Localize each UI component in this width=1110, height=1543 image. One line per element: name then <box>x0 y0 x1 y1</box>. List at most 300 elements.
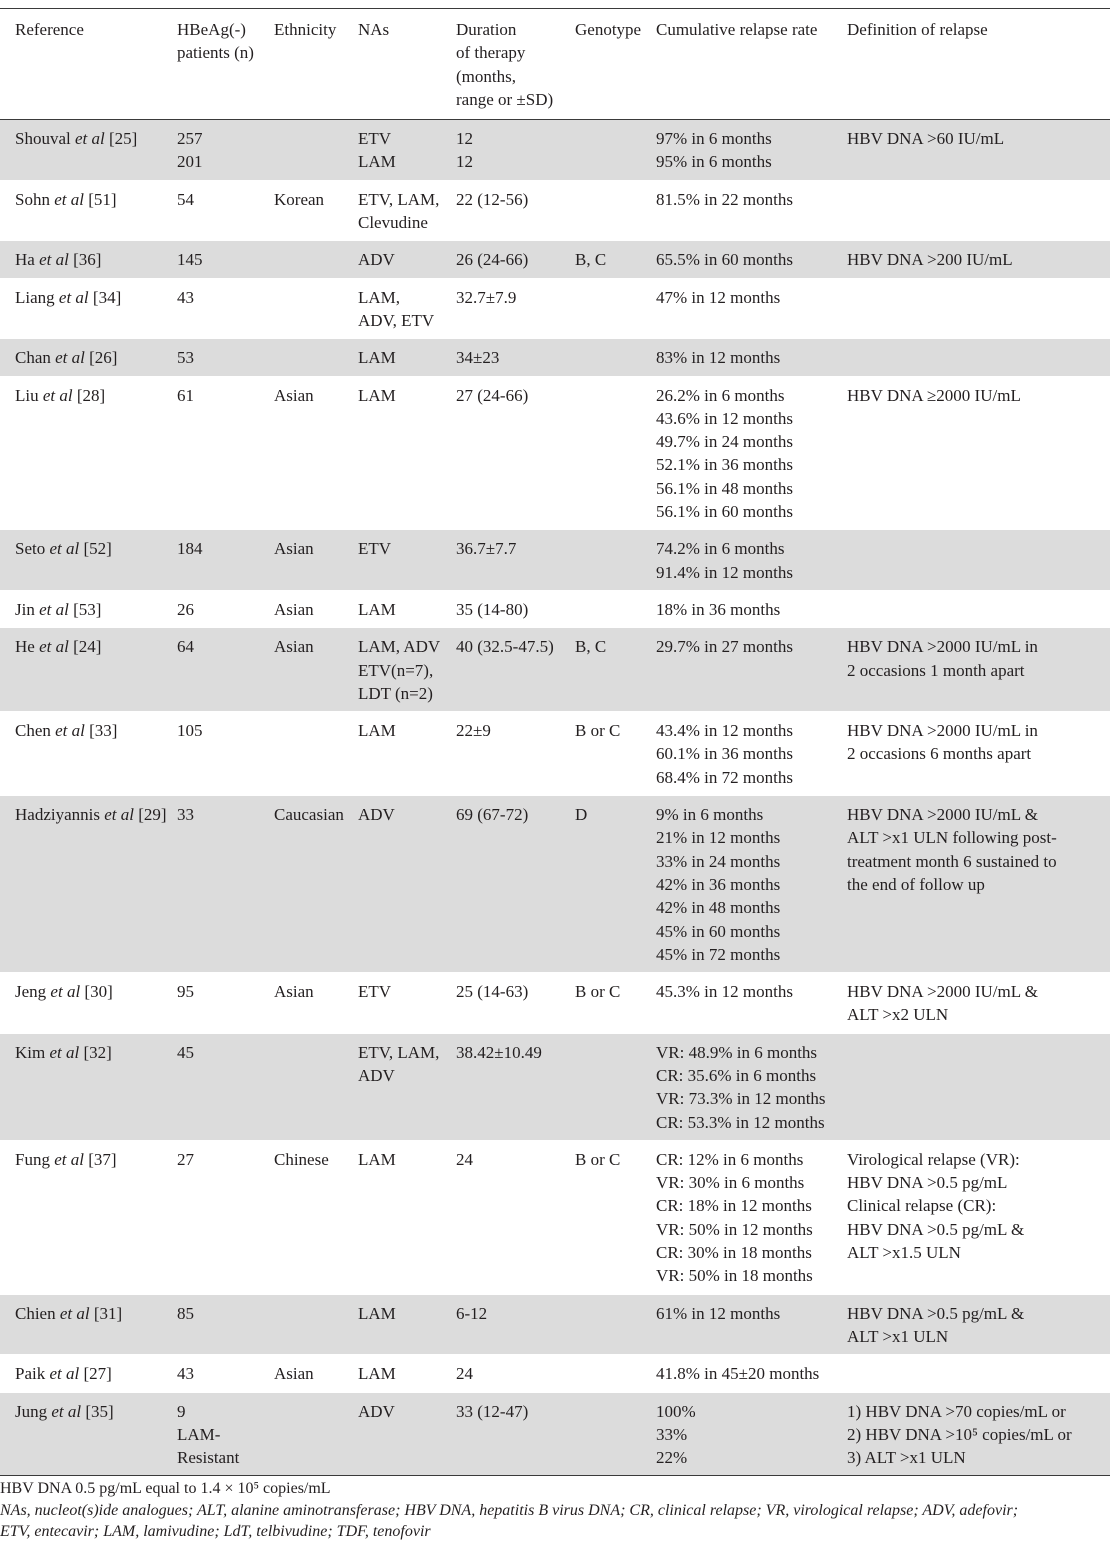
column-header-nas <box>354 9 452 120</box>
patients-cell <box>173 1033 270 1140</box>
cell-line: LAM <box>358 385 396 405</box>
reference-cell <box>0 712 173 796</box>
ethnicity-cell <box>270 1355 354 1392</box>
reference-text <box>15 980 169 1003</box>
cell-line: 26 <box>177 599 194 619</box>
column-header-genotype <box>571 9 652 120</box>
cell-line: CR: 12% in 6 months <box>656 1149 804 1169</box>
cell-line: 22±9 <box>456 721 491 741</box>
patients-cell <box>173 120 270 181</box>
cell-line: 100% <box>656 1401 696 1421</box>
cell-line: 41.8% in 45±20 months <box>656 1364 820 1384</box>
nas-cell <box>354 278 452 339</box>
et-al: et al <box>49 539 80 559</box>
duration-cell <box>452 180 571 241</box>
column-header-duration <box>452 9 571 120</box>
cell-line: 26 (24-66) <box>456 250 529 270</box>
citation-number: [28] <box>72 385 106 405</box>
cell-line: LAM <box>358 721 396 741</box>
header-line: Genotype <box>575 20 642 39</box>
cell-line: VR: 50% in 18 months <box>656 1266 813 1286</box>
relapse-rate-cell <box>652 339 843 376</box>
cell-line: LAM <box>358 1303 396 1323</box>
relapse-rate-cell <box>652 712 843 796</box>
cell-line: B, C <box>575 637 607 657</box>
genotype-cell <box>571 973 652 1034</box>
cell-line: 105 <box>177 721 203 741</box>
cell-line: VR: 30% in 6 months <box>656 1173 805 1193</box>
duration-cell <box>452 796 571 973</box>
table-row <box>0 1355 1110 1392</box>
cell-line: 3) ALT >x1 ULN <box>847 1448 966 1468</box>
column-header-patients <box>173 9 270 120</box>
definition-cell <box>843 712 1110 796</box>
cell-line: 45.3% in 12 months <box>656 982 793 1002</box>
reference-cell <box>0 278 173 339</box>
et-al: et al <box>58 287 89 307</box>
patients-cell <box>173 973 270 1034</box>
cell-line: 1) HBV DNA >70 copies/mL or <box>847 1401 1066 1421</box>
citation-number: [53] <box>68 599 102 619</box>
genotype-cell <box>571 1294 652 1355</box>
column-header-relapse-rate <box>652 9 843 120</box>
table-row <box>0 590 1110 627</box>
cell-line: 45% in 72 months <box>656 944 781 964</box>
citation-number: [30] <box>80 982 113 1002</box>
nas-cell <box>354 241 452 278</box>
citation-number: [35] <box>81 1401 114 1421</box>
cell-line: LAM- <box>177 1424 221 1444</box>
header-line: Cumulative relapse rate <box>656 20 818 39</box>
cell-line: 201 <box>177 152 203 172</box>
author-name: He <box>15 637 40 657</box>
cell-line: Caucasian <box>274 805 344 825</box>
reference-text <box>15 248 169 271</box>
cell-line: ADV <box>358 250 395 270</box>
cell-line: 29.7% in 27 months <box>656 637 793 657</box>
cell-line: 2) HBV DNA >10⁵ copies/mL or <box>847 1424 1072 1444</box>
citation-number: [27] <box>79 1364 112 1384</box>
reference-text <box>15 1302 169 1325</box>
citation-number: [26] <box>84 348 118 368</box>
table-row <box>0 180 1110 241</box>
cell-line: 65.5% in 60 months <box>656 250 793 270</box>
cell-line: HBV DNA ≥2000 IU/mL <box>847 385 1021 405</box>
relapse-rate-cell <box>652 120 843 181</box>
relapse-table <box>0 9 1110 1476</box>
patients-cell <box>173 376 270 530</box>
cell-line: ETV, LAM, <box>358 1042 440 1062</box>
header-line: Ethnicity <box>274 20 337 39</box>
genotype-cell <box>571 339 652 376</box>
duration-cell <box>452 973 571 1034</box>
citation-number: [51] <box>83 189 117 209</box>
nas-cell <box>354 796 452 973</box>
cell-line: Korean <box>274 189 325 209</box>
cell-line: 61% in 12 months <box>656 1303 781 1323</box>
cell-line: 64 <box>177 637 194 657</box>
genotype-cell <box>571 530 652 591</box>
et-al: et al <box>49 1364 80 1384</box>
ethnicity-cell <box>270 241 354 278</box>
citation-number: [34] <box>88 287 122 307</box>
cell-line: ALT >x1.5 ULN <box>847 1243 961 1263</box>
ethnicity-cell <box>270 120 354 181</box>
cell-line: Asian <box>274 599 314 619</box>
cell-line: VR: 73.3% in 12 months <box>656 1089 826 1109</box>
table-row <box>0 376 1110 530</box>
header-line: (months, <box>456 66 516 86</box>
nas-cell <box>354 1294 452 1355</box>
definition-cell <box>843 1355 1110 1392</box>
cell-line: B or C <box>575 982 621 1002</box>
definition-cell <box>843 590 1110 627</box>
cell-line: ETV(n=7), <box>358 660 434 680</box>
author-name: Fung <box>15 1149 55 1169</box>
reference-cell <box>0 530 173 591</box>
patients-cell <box>173 712 270 796</box>
cell-line: 33% <box>656 1424 688 1444</box>
cell-line: Virological relapse (VR): <box>847 1149 1020 1169</box>
cell-line: Resistant <box>177 1448 240 1468</box>
cell-line: 145 <box>177 250 203 270</box>
reference-cell <box>0 180 173 241</box>
cell-line: 91.4% in 12 months <box>656 562 793 582</box>
cell-line: HBV DNA >2000 IU/mL & <box>847 805 1038 825</box>
cell-line: 43.4% in 12 months <box>656 721 793 741</box>
cell-line: HBV DNA >2000 IU/mL & <box>847 982 1038 1002</box>
table-row <box>0 973 1110 1034</box>
cell-line: 69 (67-72) <box>456 805 529 825</box>
cell-line: 42% in 48 months <box>656 898 781 918</box>
duration-cell <box>452 1140 571 1294</box>
cell-line: ADV, ETV <box>358 310 435 330</box>
nas-cell <box>354 339 452 376</box>
abbreviations-line-2: ETV, entecavir; LAM, lamivudine; LdT, telbivudine; TDF, tenofovir <box>0 1523 431 1541</box>
author-name: Chan <box>15 348 56 368</box>
duration-cell <box>452 1033 571 1140</box>
citation-number: [29] <box>133 805 167 825</box>
cell-line: CR: 53.3% in 12 months <box>656 1112 825 1132</box>
table-row <box>0 1140 1110 1294</box>
author-name: Chen <box>15 721 56 741</box>
cell-line: HBV DNA >0.5 pg/mL & <box>847 1303 1025 1323</box>
table-row <box>0 339 1110 376</box>
reference-cell <box>0 339 173 376</box>
reference-cell <box>0 1355 173 1392</box>
cell-line: 18% in 36 months <box>656 599 781 619</box>
ethnicity-cell <box>270 530 354 591</box>
duration-cell <box>452 120 571 181</box>
duration-cell <box>452 241 571 278</box>
ethnicity-cell <box>270 1033 354 1140</box>
cell-line: Asian <box>274 982 314 1002</box>
ethnicity-cell <box>270 1392 354 1476</box>
cell-line: 24 <box>456 1364 473 1384</box>
reference-text <box>15 127 169 150</box>
cell-line: ETV, LAM, <box>358 189 440 209</box>
relapse-rate-cell <box>652 1033 843 1140</box>
et-al: et al <box>54 1149 84 1169</box>
table-row <box>0 712 1110 796</box>
cell-line: 45% in 60 months <box>656 921 781 941</box>
cell-line: VR: 48.9% in 6 months <box>656 1042 818 1062</box>
citation-number: [33] <box>84 721 118 741</box>
cell-line: 184 <box>177 539 203 559</box>
cell-line: 9% in 6 months <box>656 805 764 825</box>
reference-cell <box>0 1140 173 1294</box>
cell-line: 25 (14-63) <box>456 982 529 1002</box>
cell-line: 12 <box>456 152 473 172</box>
cell-line: ADV <box>358 805 395 825</box>
header-line: Reference <box>15 20 84 39</box>
column-header-relapse-definition <box>843 9 1110 120</box>
reference-text <box>15 1362 169 1385</box>
author-name: Sohn <box>15 189 55 209</box>
reference-text <box>15 537 169 560</box>
et-al: et al <box>39 637 69 657</box>
relapse-rate-cell <box>652 1392 843 1476</box>
cell-line: B or C <box>575 721 621 741</box>
duration-cell <box>452 339 571 376</box>
cell-line: 74.2% in 6 months <box>656 539 785 559</box>
definition-cell <box>843 796 1110 973</box>
cell-line: 27 (24-66) <box>456 385 529 405</box>
relapse-rate-cell <box>652 628 843 712</box>
table-body <box>0 120 1110 1476</box>
author-name: Jung <box>15 1401 52 1421</box>
patients-cell <box>173 1355 270 1392</box>
cell-line: B or C <box>575 1149 621 1169</box>
relapse-rate-cell <box>652 376 843 530</box>
cell-line: 95% in 6 months <box>656 152 772 172</box>
genotype-cell <box>571 796 652 973</box>
header-line: HBeAg(-) <box>177 20 246 39</box>
ethnicity-cell <box>270 628 354 712</box>
header-row <box>0 9 1110 120</box>
definition-cell <box>843 180 1110 241</box>
cell-line: 54 <box>177 189 194 209</box>
patients-cell <box>173 241 270 278</box>
genotype-cell <box>571 376 652 530</box>
nas-cell <box>354 590 452 627</box>
citation-number: [36] <box>68 250 102 270</box>
author-name: Jeng <box>15 982 51 1002</box>
definition-cell <box>843 278 1110 339</box>
cell-line: 35 (14-80) <box>456 599 529 619</box>
genotype-cell <box>571 241 652 278</box>
table-row <box>0 120 1110 181</box>
duration-cell <box>452 628 571 712</box>
definition-cell <box>843 973 1110 1034</box>
cell-line: Asian <box>274 1364 314 1384</box>
nas-cell <box>354 1140 452 1294</box>
cell-line: LAM, <box>358 287 401 307</box>
cell-line: LAM <box>358 1364 396 1384</box>
patients-cell <box>173 278 270 339</box>
cell-line: CR: 35.6% in 6 months <box>656 1065 817 1085</box>
author-name: Liu <box>15 385 43 405</box>
cell-line: HBV DNA >2000 IU/mL in <box>847 721 1038 741</box>
table-row <box>0 1033 1110 1140</box>
nas-cell <box>354 120 452 181</box>
column-header-reference <box>0 9 173 120</box>
footnote: HBV DNA 0.5 pg/mL equal to 1.4 × 10⁵ copies/mL <box>0 1480 331 1498</box>
cell-line: 33% in 24 months <box>656 851 781 871</box>
et-al: et al <box>55 348 85 368</box>
relapse-rate-cell <box>652 1294 843 1355</box>
cell-line: ALT >x2 ULN <box>847 1005 949 1025</box>
relapse-rate-cell <box>652 796 843 973</box>
cell-line: CR: 30% in 18 months <box>656 1243 812 1263</box>
definition-cell <box>843 1140 1110 1294</box>
cell-line: 32.7±7.9 <box>456 287 517 307</box>
genotype-cell <box>571 1392 652 1476</box>
patients-cell <box>173 628 270 712</box>
nas-cell <box>354 712 452 796</box>
patients-cell <box>173 1140 270 1294</box>
et-al: et al <box>39 250 69 270</box>
et-al: et al <box>104 805 134 825</box>
table-row <box>0 796 1110 973</box>
cell-line: 6-12 <box>456 1303 488 1323</box>
cell-line: LAM <box>358 599 396 619</box>
column-header-ethnicity <box>270 9 354 120</box>
cell-line: 43.6% in 12 months <box>656 408 793 428</box>
definition-cell <box>843 530 1110 591</box>
cell-line: 85 <box>177 1303 194 1323</box>
table-row <box>0 241 1110 278</box>
cell-line: HBV DNA >0.5 pg/mL & <box>847 1219 1025 1239</box>
cell-line: LAM <box>358 152 396 172</box>
cell-line: 2 occasions 1 month apart <box>847 660 1025 680</box>
header-line: NAs <box>358 20 390 39</box>
definition-cell <box>843 1294 1110 1355</box>
table-header <box>0 9 1110 120</box>
reference-text <box>15 1041 169 1064</box>
cell-line: the end of follow up <box>847 874 985 894</box>
et-al: et al <box>50 982 81 1002</box>
genotype-cell <box>571 712 652 796</box>
nas-cell <box>354 180 452 241</box>
reference-text <box>15 719 169 742</box>
reference-cell <box>0 973 173 1034</box>
cell-line: Clevudine <box>358 213 428 233</box>
duration-cell <box>452 376 571 530</box>
cell-line: 42% in 36 months <box>656 874 781 894</box>
nas-cell <box>354 376 452 530</box>
genotype-cell <box>571 278 652 339</box>
cell-line: Chinese <box>274 1149 329 1169</box>
header-line: Definition of relapse <box>847 20 988 39</box>
cell-line: 83% in 12 months <box>656 348 781 368</box>
reference-text <box>15 384 169 407</box>
cell-line: HBV DNA >60 IU/mL <box>847 129 1005 149</box>
reference-cell <box>0 1294 173 1355</box>
cell-line: 45 <box>177 1042 194 1062</box>
cell-line: 38.42±10.49 <box>456 1042 542 1062</box>
table-row <box>0 1294 1110 1355</box>
definition-cell <box>843 241 1110 278</box>
citation-number: [32] <box>79 1042 112 1062</box>
author-name: Paik <box>15 1364 50 1384</box>
reference-text <box>15 635 169 658</box>
cell-line: Clinical relapse (CR): <box>847 1196 997 1216</box>
cell-line: 21% in 12 months <box>656 828 781 848</box>
genotype-cell <box>571 180 652 241</box>
relapse-rate-cell <box>652 590 843 627</box>
cell-line: ETV <box>358 982 392 1002</box>
table-notes <box>0 1476 1110 1543</box>
header-line: patients (n) <box>177 43 254 63</box>
cell-line: 53 <box>177 348 194 368</box>
genotype-cell <box>571 1140 652 1294</box>
reference-text <box>15 1148 169 1171</box>
citation-number: [25] <box>104 129 138 149</box>
citation-number: [37] <box>83 1149 117 1169</box>
duration-cell <box>452 1392 571 1476</box>
cell-line: 40 (32.5-47.5) <box>456 637 554 657</box>
author-name: Chien <box>15 1303 60 1323</box>
definition-cell <box>843 628 1110 712</box>
nas-cell <box>354 1392 452 1476</box>
cell-line: 22% <box>656 1448 688 1468</box>
reference-cell <box>0 1033 173 1140</box>
et-al: et al <box>74 129 105 149</box>
reference-text <box>15 188 169 211</box>
genotype-cell <box>571 1355 652 1392</box>
genotype-cell <box>571 590 652 627</box>
cell-line: treatment month 6 sustained to <box>847 851 1057 871</box>
cell-line: 24 <box>456 1149 473 1169</box>
cell-line: HBV DNA >2000 IU/mL in <box>847 637 1038 657</box>
duration-cell <box>452 712 571 796</box>
cell-line: Asian <box>274 539 314 559</box>
relapse-rate-cell <box>652 1355 843 1392</box>
cell-line: VR: 50% in 12 months <box>656 1219 813 1239</box>
reference-text <box>15 346 169 369</box>
cell-line: ETV <box>358 539 392 559</box>
nas-cell <box>354 530 452 591</box>
cell-line: 49.7% in 24 months <box>656 432 793 452</box>
reference-text <box>15 803 169 826</box>
cell-line: 26.2% in 6 months <box>656 385 785 405</box>
cell-line: 34±23 <box>456 348 500 368</box>
et-al: et al <box>55 721 85 741</box>
abbreviations-line-1: NAs, nucleot(s)ide analogues; ALT, alanine aminotransferase; HBV DNA, hepatitis B virus DNA; CR, clinical relapse; VR, virological relapse; ADV, adefovir; <box>0 1501 1019 1519</box>
patients-cell <box>173 339 270 376</box>
author-name: Hadziyannis <box>15 805 105 825</box>
genotype-cell <box>571 120 652 181</box>
et-al: et al <box>42 385 73 405</box>
genotype-cell <box>571 1033 652 1140</box>
definition-cell <box>843 120 1110 181</box>
cell-line: ALT >x1 ULN <box>847 1326 949 1346</box>
reference-cell <box>0 376 173 530</box>
et-al: et al <box>39 599 69 619</box>
cell-line: ETV <box>358 129 392 149</box>
reference-cell <box>0 1392 173 1476</box>
ethnicity-cell <box>270 1140 354 1294</box>
genotype-cell <box>571 628 652 712</box>
definition-cell <box>843 339 1110 376</box>
patients-cell <box>173 796 270 973</box>
author-name: Kim <box>15 1042 50 1062</box>
nas-cell <box>354 1355 452 1392</box>
definition-cell <box>843 1033 1110 1140</box>
ethnicity-cell <box>270 973 354 1034</box>
header-line: of therapy <box>456 43 526 63</box>
